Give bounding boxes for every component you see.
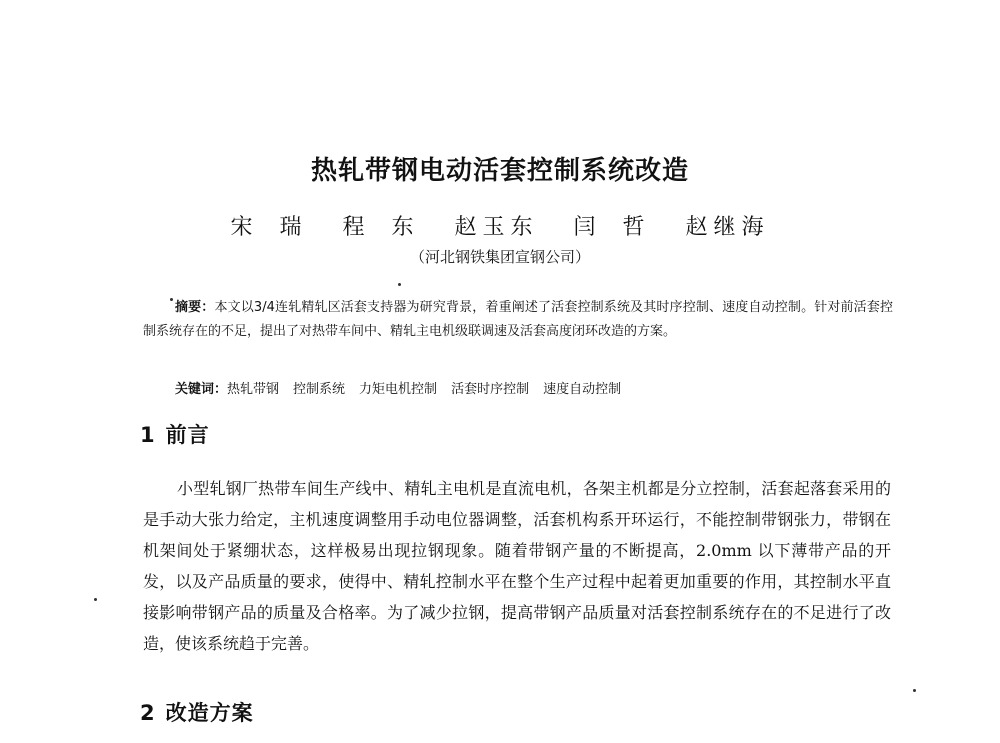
section-heading-2 <box>140 697 254 727</box>
keyword: 控制系统 <box>293 382 346 397</box>
keyword: 速度自动控制 <box>543 382 622 397</box>
scan-speck <box>94 598 97 601</box>
scan-speck <box>913 689 916 692</box>
section-heading-1 <box>140 419 210 449</box>
abstract <box>143 296 893 344</box>
section-number: 2 <box>140 701 156 725</box>
section-title: 前言 <box>165 423 210 447</box>
keywords-label: 关键词： <box>175 382 228 397</box>
keyword: 热轧带钢 <box>227 382 280 397</box>
section-number: 1 <box>140 423 156 447</box>
section-1-paragraph: 小型轧钢厂热带车间生产线中、精轧主电机是直流电机，各架主机都是分立控制，活套起落套采用的是手动大张力给定，主机速度调整用手动电位器调整，活套机构系开环运行，不能控制带钢张力，带钢在机架间处于紧绷状态，这样极易出现拉钢现象。随着带钢产量的不断提高，2.0mm 以下薄带产品的开发，以及产品质量的要求，使得中、精轧控制水平在整个生产过程中起着更加重要的作用，其控制水平直接影响带钢产品的质量及合格率。为了减少拉钢，提高带钢产品质量对活套控制系统存在的不足进行了改造，使该系统趋于完善。 <box>143 479 891 653</box>
affiliation: （河北钢铁集团宣钢公司） <box>409 248 590 266</box>
author-name: 赵玉东 <box>454 215 539 240</box>
scan-speck <box>398 283 401 286</box>
author-name: 程 东 <box>342 215 420 240</box>
author-name: 宋 瑞 <box>230 215 308 240</box>
paper-title: 热轧带钢电动活套控制系统改造 <box>310 156 689 186</box>
keyword: 活套时序控制 <box>451 382 530 397</box>
author-name: 闫 哲 <box>573 215 651 240</box>
author-name: 赵继海 <box>685 215 770 240</box>
abstract-label: 摘要： <box>175 300 215 315</box>
keyword: 力矩电机控制 <box>359 382 438 397</box>
author-list <box>0 210 1000 241</box>
section-title: 改造方案 <box>165 701 254 725</box>
abstract-text: 本文以3/4连轧精轧区活套支持器为研究背景，着重阐述了活套控制系统及其时序控制、速度自动控制。针对前活套控制系统存在的不足，提出了对热带车间中、精轧主电机级联调速及活套高度闭环改造的方案。 <box>143 300 893 339</box>
keywords <box>175 378 895 397</box>
